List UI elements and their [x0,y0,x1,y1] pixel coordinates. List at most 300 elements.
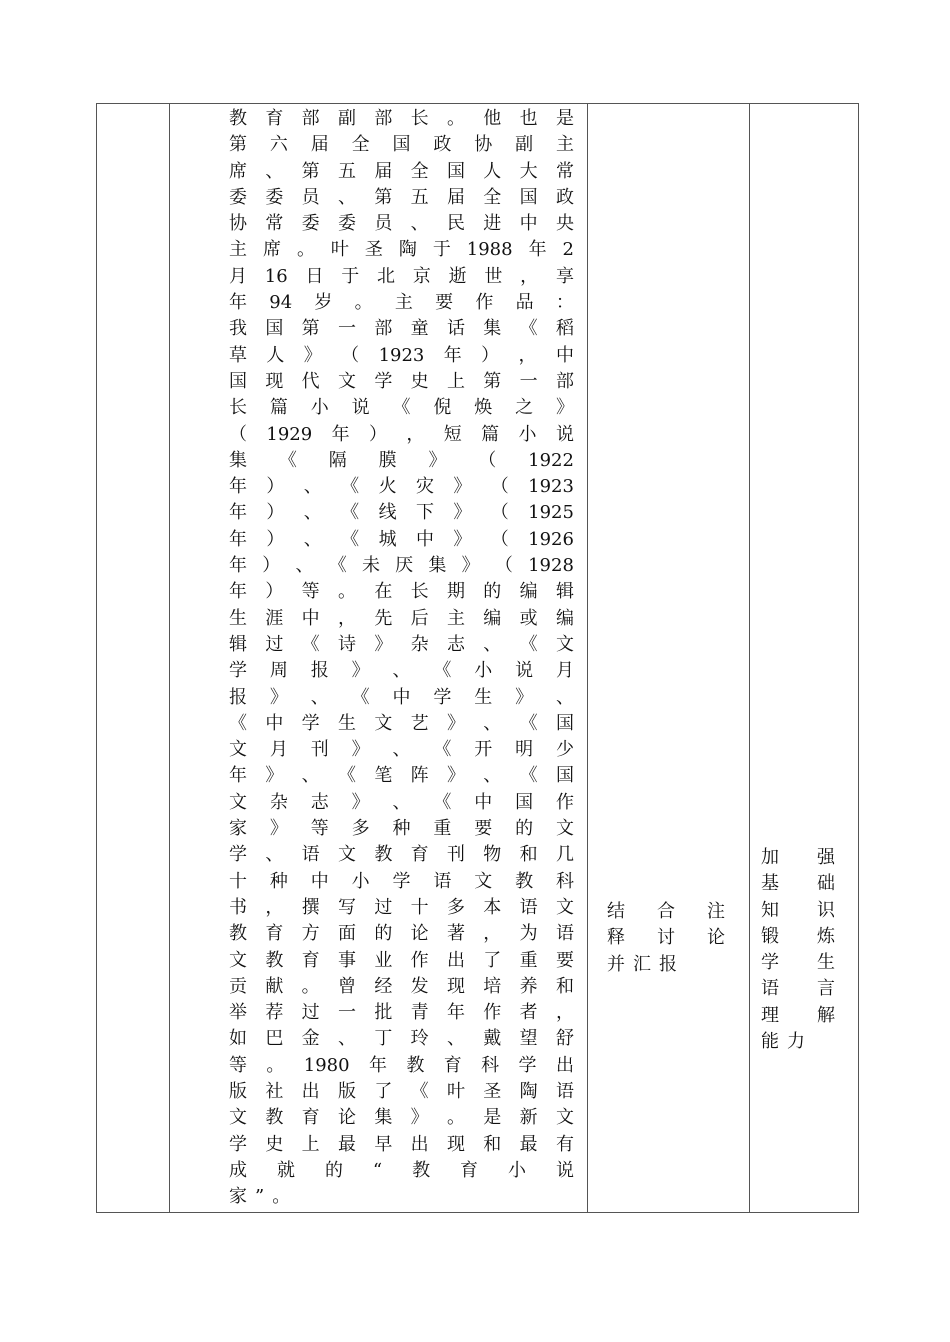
text-token: 并 [607,953,625,975]
text-token: 进 [483,213,502,235]
text-token: 编 [483,607,502,629]
text-token: 火 [378,476,397,498]
text-token: ） [368,423,387,445]
text-token: 史 [265,1133,284,1155]
text-token: 释 [607,927,625,949]
text-token: 文 [229,739,247,761]
text-token: 北 [377,265,396,287]
text-token: 作 [556,791,574,813]
text-token: （ [478,449,497,471]
text-token: 《 [341,502,360,524]
text-token: 十 [229,870,247,892]
text-token: 。 [272,1186,291,1208]
text-token: 集 [428,555,447,577]
text-token: 第 [483,370,502,392]
text-token: （ [490,476,509,498]
text-token: 涯 [265,607,284,629]
text-token: 、 [265,160,284,182]
text-token: 作 [483,1002,502,1024]
text-token: 教 [229,108,247,129]
text-token: 金 [301,1028,320,1050]
text-line [229,106,574,132]
text-line [229,948,574,974]
text-token: 最 [337,1133,356,1155]
text-token: 报 [310,660,329,682]
text-token: 小 [351,870,370,892]
text-token: 国 [555,712,574,734]
text-token: 报 [229,686,247,708]
text-token: 、 [295,555,314,577]
text-line [229,1158,574,1184]
text-token: 作 [410,949,429,971]
text-token: 开 [474,739,493,761]
text-token: 《 [519,712,538,734]
text-token: 报 [659,953,677,975]
text-token: 戴 [483,1028,502,1050]
text-token: 等 [301,581,320,603]
text-token: 他 [483,108,502,129]
text-token: ， [555,1002,574,1024]
text-token: 。 [301,975,320,997]
text-token: 中 [474,791,493,813]
text-line [229,237,574,263]
text-token: 上 [301,1133,320,1155]
text-line [229,474,574,500]
text-token: 年 [528,239,547,261]
text-token: 刊 [446,844,465,866]
text-token: 笔 [374,765,393,787]
text-token: 批 [374,1002,393,1024]
text-line [229,1184,574,1210]
text-token: 央 [555,213,574,235]
text-token: 贡 [229,975,247,997]
text-token: 小 [310,397,329,419]
text-token: 炼 [817,925,835,947]
text-line [607,952,725,978]
text-line [229,606,574,632]
text-token: 论 [337,1107,356,1129]
text-line [229,448,574,474]
text-token: 识 [817,899,835,921]
text-token: 学 [229,1133,247,1155]
text-token: 现 [446,1133,465,1155]
text-token: 了 [374,1080,393,1102]
text-token: 部 [555,370,574,392]
text-token: 础 [817,873,835,895]
text-line [229,632,574,658]
text-token: 重 [519,949,538,971]
text-token: 协 [474,134,493,156]
text-token: 未 [361,555,380,577]
text-token: 科 [481,1054,500,1076]
text-token: 语 [519,896,538,918]
text-token: 。 [337,581,356,603]
text-token: 一 [337,1002,356,1024]
text-token: 常 [555,160,574,182]
text-token: 于 [341,265,360,287]
text-token: 《 [229,712,247,734]
text-token: 荐 [265,1002,284,1024]
text-token: 第 [301,318,320,340]
text-token: 、 [392,660,411,682]
text-token: 学 [229,660,247,682]
text-token: 膜 [378,449,397,471]
text-token: 国 [515,791,534,813]
column-divider-1 [169,104,170,1212]
method-column [607,899,725,978]
text-token: 话 [446,318,465,340]
text-token: 主 [446,607,465,629]
text-token: 》 [453,476,472,498]
text-token: 年 [331,423,350,445]
text-token: 、 [410,213,429,235]
text-token: 几 [555,844,574,866]
text-token: 周 [269,660,288,682]
text-token: 加 [761,847,779,868]
text-token: 。 [354,292,373,314]
text-line [229,1132,574,1158]
text-line [229,395,574,421]
text-token: 发 [410,975,429,997]
text-token: 文 [555,896,574,918]
text-token: 也 [519,108,538,129]
text-token: 写 [337,896,356,918]
text-token: 《 [301,633,320,655]
text-token: 届 [374,160,393,182]
text-token: 年 [229,476,247,498]
text-token: 人 [266,344,285,366]
text-line [761,1003,835,1029]
text-line [229,869,574,895]
text-token: 第 [374,186,393,208]
text-line [229,1079,574,1105]
content-column [229,106,574,1210]
text-token: 、 [446,1028,465,1050]
text-token: 《 [410,1080,429,1102]
text-token: 陶 [398,239,417,261]
text-token: 《 [351,686,370,708]
text-token: 版 [337,1080,356,1102]
text-token: 《 [433,660,452,682]
text-token: 期 [446,581,465,603]
text-token: 育 [460,1159,479,1181]
text-line [229,500,574,526]
text-token: 集 [483,318,502,340]
text-token: 》 [303,344,322,366]
text-token: 主 [556,134,574,156]
text-token: 长 [410,108,429,129]
text-token: 重 [433,818,452,840]
text-token: 过 [301,1002,320,1024]
text-token: 说 [555,1159,574,1181]
text-token: 《 [433,739,452,761]
text-token: 叶 [330,239,349,261]
text-line [229,763,574,789]
text-token: 、 [556,686,574,708]
text-token: 中 [415,528,434,550]
text-token: 育 [265,108,284,129]
text-token: 曾 [337,975,356,997]
text-token: 力 [787,1031,805,1053]
text-token: 学 [761,952,779,974]
text-token: 焕 [474,397,493,419]
text-token: 。 [446,1107,465,1129]
text-token: 诗 [337,633,356,655]
text-token: 1988 [466,239,513,261]
text-token: 年 [229,292,247,314]
text-token: 陶 [519,1080,538,1102]
text-token: 、 [337,186,356,208]
text-token: 》 [453,502,472,524]
text-line [761,898,835,924]
text-token: 论 [707,927,725,949]
text-token: 育 [410,844,429,866]
text-token: 委 [265,186,284,208]
text-token: 的 [374,923,393,945]
text-token: 方 [301,923,320,945]
text-token: 杂 [269,791,288,813]
text-token: ： [555,292,574,314]
text-token: 小 [508,1159,527,1181]
text-token: 文 [556,818,574,840]
text-token: 部 [301,108,320,129]
text-token: 1925 [528,502,574,524]
text-token: 篇 [481,423,500,445]
text-token: 协 [229,213,247,235]
text-token: （ [490,502,509,524]
text-token: 全 [410,160,429,182]
text-token: 强 [817,847,835,868]
text-token: 1922 [528,449,574,471]
text-line [229,264,574,290]
text-token: 育 [301,1107,320,1129]
text-token: 月 [556,660,574,682]
text-token: 月 [269,739,288,761]
text-token: 少 [556,739,574,761]
text-token: 民 [446,213,465,235]
text-token: 席 [229,160,247,182]
text-token: 结 [607,901,625,922]
text-line [229,159,574,185]
text-token: 中 [310,870,329,892]
text-token: 享 [555,265,574,287]
text-token: （ [341,344,360,366]
text-token: 文 [229,791,247,813]
text-token: 1929 [266,423,313,445]
text-token: 阵 [410,765,429,787]
text-line [229,369,574,395]
text-token: ） [481,344,500,366]
text-line [761,976,835,1002]
text-token: 上 [446,370,465,392]
text-token: 1928 [528,555,574,577]
text-line [229,422,574,448]
text-token: 年 [446,1002,465,1024]
text-token: 人 [483,160,502,182]
text-token: 讨 [657,927,675,949]
text-token: 、 [337,1028,356,1050]
text-token: 、 [265,844,284,866]
text-token: 、 [483,712,502,734]
text-token: 》 [374,633,393,655]
text-line [229,316,574,342]
text-token: 国 [265,318,284,340]
text-token: ） [266,528,285,550]
text-token: ” [255,1186,265,1208]
text-token: （ [229,423,247,445]
text-line [229,553,574,579]
text-token: 16 [264,265,288,287]
text-token: 后 [410,607,429,629]
text-token: 出 [410,1133,429,1155]
text-token: 的 [515,818,534,840]
text-token: 1926 [528,528,574,550]
text-token: 科 [556,870,574,892]
text-token: 年 [229,765,247,787]
text-token: 《 [337,765,356,787]
text-token: 现 [446,975,465,997]
text-line [761,871,835,897]
text-token: 养 [519,975,538,997]
text-token: 教 [265,949,284,971]
text-token: 汇 [633,953,651,975]
text-token: 知 [761,899,779,921]
text-token: 在 [374,581,393,603]
text-line [229,895,574,921]
text-token: 过 [374,896,393,918]
text-token: 注 [707,901,725,922]
text-token: 的 [483,581,502,603]
text-line [229,790,574,816]
text-token: 《 [519,633,538,655]
text-token: 、 [303,476,322,498]
text-token: 业 [374,949,393,971]
text-token: 等 [229,1054,247,1076]
text-token: 青 [410,1002,429,1024]
text-token: 国 [229,370,247,392]
text-token: 全 [483,186,502,208]
text-token: 。 [446,108,465,129]
text-token: ） [266,502,285,524]
text-token: 京 [412,265,431,287]
text-token: 中 [301,607,320,629]
text-token: 国 [392,134,411,156]
text-token: 文 [337,370,356,392]
text-token: 巴 [265,1028,284,1050]
text-token: 第 [301,160,320,182]
text-token: 生 [337,712,356,734]
text-token: 撰 [301,896,320,918]
text-token: 第 [229,134,247,156]
text-token: 《 [392,397,411,419]
text-token: ， [483,923,502,945]
text-token: 本 [483,896,502,918]
text-token: 主 [229,239,247,261]
text-token: 下 [415,502,434,524]
text-token: 中 [265,712,284,734]
text-token: 篇 [269,397,288,419]
text-token: 语 [433,870,452,892]
text-token: 社 [265,1080,284,1102]
text-token: 版 [229,1080,247,1102]
text-token: ， [406,423,425,445]
text-token: 说 [351,397,370,419]
text-token: 年 [229,555,247,577]
text-line [229,921,574,947]
text-token: 辑 [229,633,247,655]
text-token: 就 [276,1159,295,1181]
text-token: 能 [761,1031,779,1053]
text-token: 、 [310,686,329,708]
text-token: 副 [337,108,356,129]
text-token: 著 [446,923,465,945]
text-token: 新 [519,1107,538,1129]
text-token: 文 [229,949,247,971]
text-token: （ [490,528,509,550]
text-line [229,1053,574,1079]
text-token: “ [372,1159,383,1181]
text-token: 文 [337,844,356,866]
text-token: 长 [229,397,247,419]
text-token: 短 [443,423,462,445]
text-token: 稻 [555,318,574,340]
text-token: 语 [555,923,574,945]
text-token: ， [520,265,539,287]
text-token: ） [262,555,281,577]
text-token: 政 [555,186,574,208]
text-token: 》 [446,712,465,734]
text-line [229,290,574,316]
text-token: 说 [555,423,574,445]
text-token: 文 [374,712,393,734]
text-line [229,1000,574,1026]
text-line [229,185,574,211]
text-token: 文 [474,870,493,892]
text-token: 六 [269,134,288,156]
text-token: 如 [229,1028,247,1050]
text-line [229,579,574,605]
text-token: 玲 [410,1028,429,1050]
text-token: 要 [435,292,454,314]
text-line [607,899,725,925]
text-token: 厌 [395,555,414,577]
text-token: 出 [555,1054,574,1076]
text-token: 》 [453,528,472,550]
text-token: 》 [461,555,480,577]
text-token: 委 [229,186,247,208]
text-token: 文 [229,1107,247,1129]
text-token: 和 [519,844,538,866]
text-token: 》 [265,765,284,787]
text-token: 学 [433,686,452,708]
text-token: 《 [341,476,360,498]
text-token: 。 [266,1054,285,1076]
text-token: 出 [301,1080,320,1102]
text-token: 员 [374,213,393,235]
text-token: 《 [341,528,360,550]
text-token: 政 [433,134,452,156]
text-line [229,1105,574,1131]
text-token: 国 [446,160,465,182]
text-token: 《 [519,318,538,340]
text-token: 、 [303,528,322,550]
text-token: 。 [296,239,315,261]
text-token: 部 [374,318,393,340]
text-token: 五 [337,160,356,182]
text-token: ， [265,896,284,918]
text-token: 1980 [303,1054,350,1076]
text-token: 教 [412,1159,431,1181]
